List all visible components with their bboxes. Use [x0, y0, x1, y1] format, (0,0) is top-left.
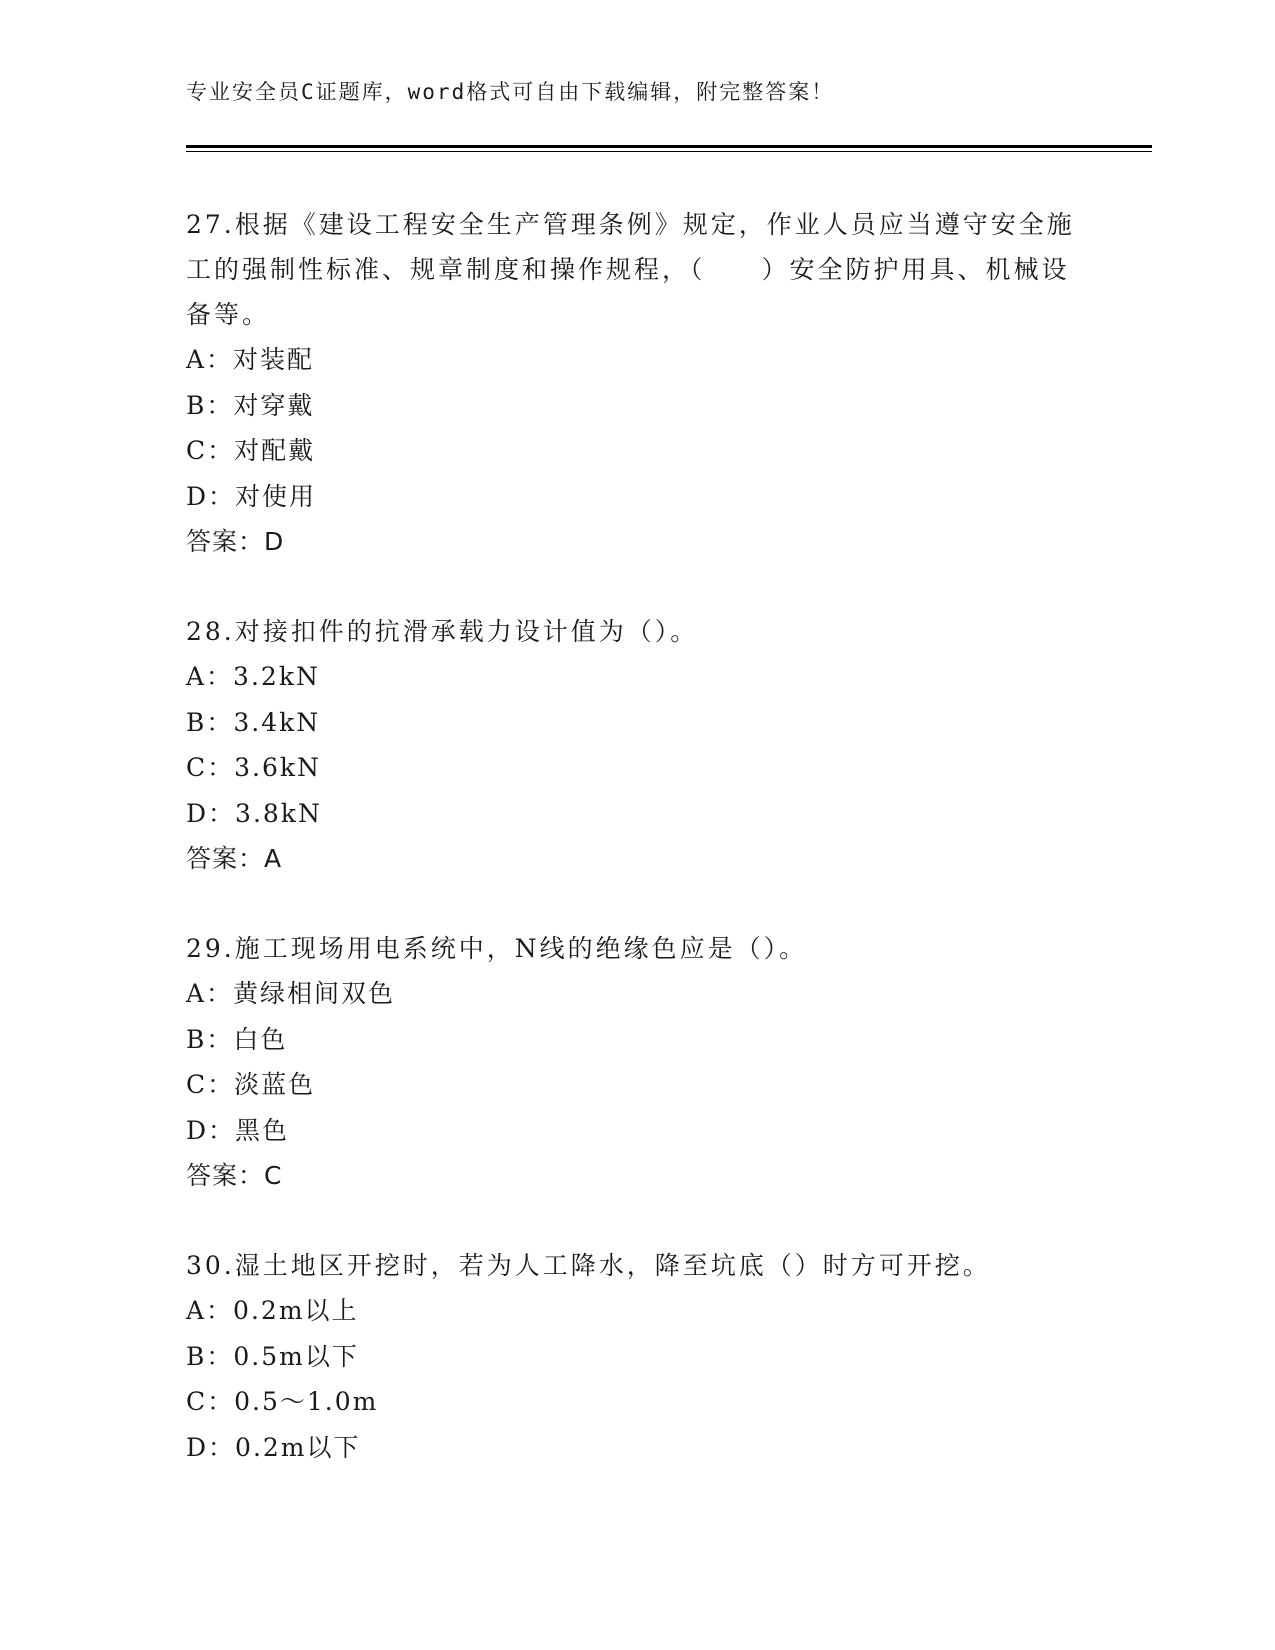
question-stem: 27.根据《建设工程安全生产管理条例》规定，作业人员应当遵守安全施工的强制性标准、规章制度和操作规程，（ ）安全防护用具、机械设备等。	[186, 210, 1075, 329]
option-d: D：对使用	[186, 481, 317, 511]
option-a: A：3.2kN	[186, 662, 320, 691]
option-b: B：0.5m以下	[186, 1341, 359, 1371]
option-b: B：白色	[186, 1024, 288, 1054]
question-27	[186, 202, 1086, 564]
option-b: B：对穿戴	[186, 390, 315, 420]
option-c: C：对配戴	[186, 436, 316, 465]
header-rule-thin	[186, 151, 1152, 152]
option-a: A：对装配	[186, 345, 315, 374]
answer-line: 答案：D	[186, 527, 285, 556]
option-a: A：0.2m以上	[186, 1296, 359, 1325]
page-header: 专业安全员C证题库，word格式可自由下载编辑，附完整答案！	[186, 80, 835, 104]
option-a: A：黄绿相间双色	[186, 979, 396, 1008]
option-c: C：淡蓝色	[186, 1070, 316, 1099]
option-d: D：3.8kN	[186, 798, 322, 828]
question-stem: 30.湿土地区开挖时，若为人工降水，降至坑底（）时方可开挖。	[186, 1251, 991, 1280]
option-d: D：0.2m以下	[186, 1432, 361, 1462]
option-b: B：3.4kN	[186, 707, 321, 737]
question-28	[186, 609, 1086, 881]
question-29	[186, 926, 1086, 1198]
answer-line: 答案：C	[186, 1161, 283, 1190]
header-rule-thick	[186, 145, 1152, 148]
question-stem: 28.对接扣件的抗滑承载力设计值为（）。	[186, 617, 699, 646]
option-c: C：3.6kN	[186, 753, 321, 782]
question-stem: 29.施工现场用电系统中，N线的绝缘色应是（）。	[186, 934, 808, 963]
question-30	[186, 1243, 1086, 1470]
question-list	[186, 202, 1086, 1515]
option-d: D：黑色	[186, 1115, 290, 1145]
answer-line: 答案：A	[186, 844, 283, 873]
option-c: C：0.5～1.0m	[186, 1387, 379, 1416]
